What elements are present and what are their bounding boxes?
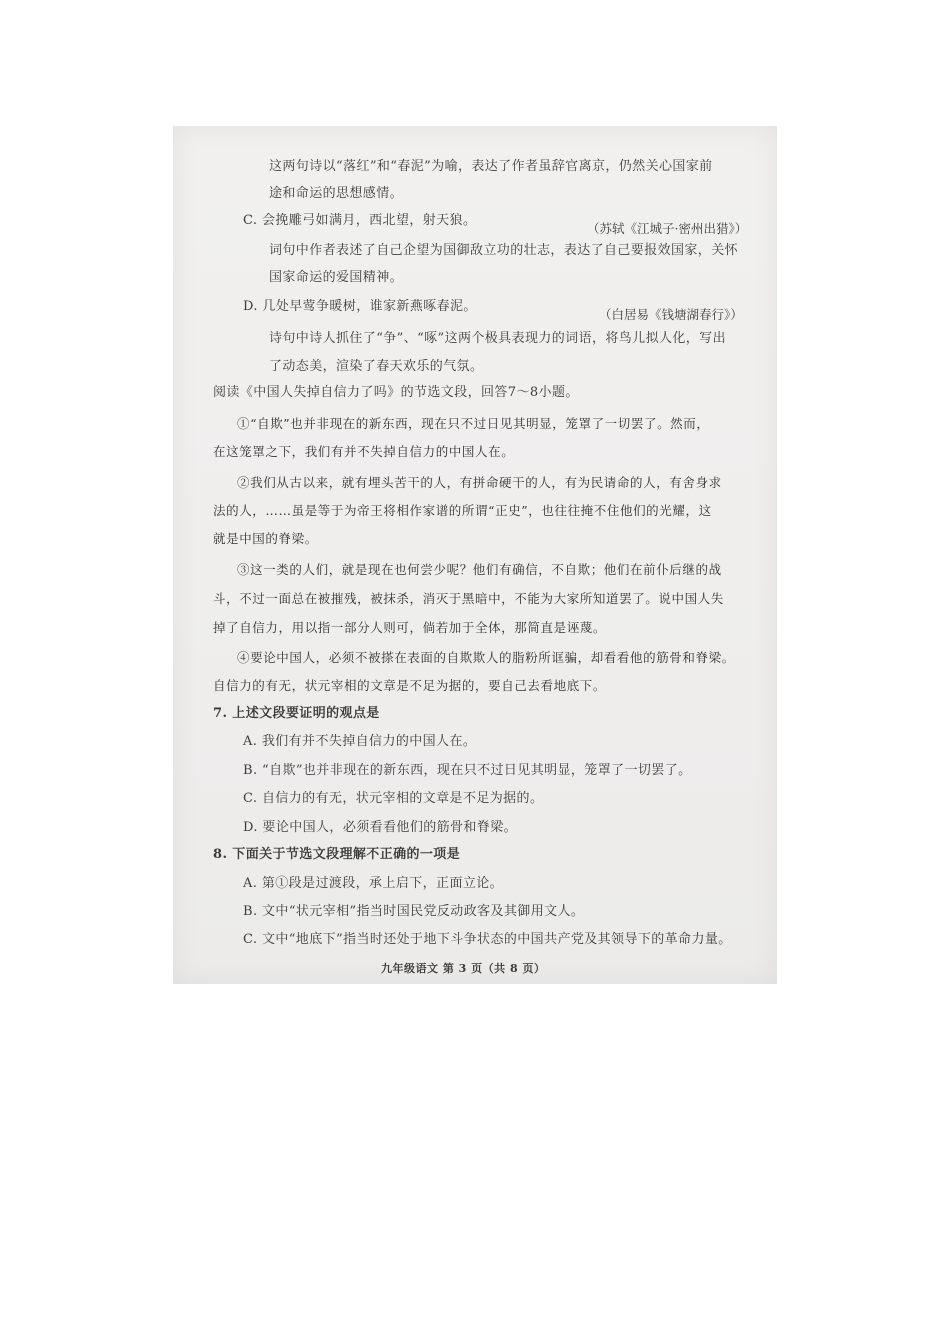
option-c-explanation-line-2: 国家命运的爱国精神。 (269, 270, 404, 285)
option-d-verse: D. 几处早莺争暖树，谁家新燕啄春泥。 (243, 299, 477, 314)
option-c-source: （苏轼《江城子·密州出猎》） (587, 221, 748, 236)
passage-para-3-line-2: 斗，不过一面总在被摧残，被抹杀，消灭于黑暗中，不能为大家所知道罢了。说中国人失 (213, 591, 724, 606)
option-d-explanation-line-2: 了动态美，渲染了春天欢乐的气氛。 (269, 359, 484, 374)
question-8-option-b: B. 文中“状元宰相”指当时国民党反动政客及其御用文人。 (243, 904, 585, 919)
passage-para-1-line-2: 在这笼罩之下，我们有并不失掉自信力的中国人在。 (213, 444, 515, 459)
passage-para-2-line-1: ②我们从古以来，就有埋头苦干的人，有拼命硬干的人，有为民请命的人，有舍身求 (237, 475, 722, 490)
option-b-explanation-line-2: 途和命运的思想感情。 (269, 186, 404, 201)
passage-para-2-line-3: 就是中国的脊梁。 (213, 531, 318, 546)
option-c-explanation-line-1: 词句中作者表述了自己企望为国御敌立功的壮志，表达了自己要报效国家，关怀 (269, 243, 739, 258)
question-7-option-a: A. 我们有并不失掉自信力的中国人在。 (243, 734, 477, 749)
question-8-option-c: C. 文中“地底下”指当时还处于地下斗争状态的中国共产党及其领导下的革命力量。 (243, 932, 732, 947)
question-8: 8. 下面关于节选文段理解不正确的一项是 (213, 847, 461, 862)
question-8-option-a: A. 第①段是过渡段，承上启下，正面立论。 (243, 876, 504, 891)
reading-instruction: 阅读《中国人失掉自信力了吗》的节选文段，回答7～8小题。 (213, 385, 579, 400)
question-7-option-c: C. 自信力的有无，状元宰相的文章是不足为据的。 (243, 791, 544, 806)
page-footer: 九年级语文 第 3 页（共 8 页） (381, 962, 546, 975)
option-d-source: （白居易《钱塘湖春行》） (599, 307, 743, 322)
option-b-explanation-line-1: 这两句诗以“落红”和“春泥”为喻，表达了作者虽辞官离京，仍然关心国家前 (269, 159, 713, 174)
option-d-explanation-line-1: 诗句中诗人抓住了“争”、“啄”这两个极具表现力的词语，将鸟儿拟人化，写出 (269, 331, 726, 346)
question-7: 7. 上述文段要证明的观点是 (213, 706, 380, 721)
option-c-verse: C. 会挽雕弓如满月，西北望，射天狼。 (243, 213, 477, 228)
passage-para-1-line-1: ①“自欺”也并非现在的新东西，现在只不过日见其明显，笼罩了一切罢了。然而， (237, 416, 710, 431)
passage-para-2-line-2: 法的人，……虽是等于为帝王将相作家谱的所谓“正史”，也往往掩不住他们的光耀，这 (213, 503, 712, 518)
passage-para-4-line-1: ④要论中国人，必须不被搽在表面的自欺欺人的脂粉所诓骗，却看看他的筋骨和脊梁。 (237, 650, 735, 665)
question-7-option-d: D. 要论中国人，必须看看他们的筋骨和脊梁。 (243, 820, 518, 835)
passage-para-3-line-1: ③这一类的人们，就是现在也何尝少呢？他们有确信，不自欺；他们在前仆后继的战 (237, 562, 722, 577)
passage-para-4-line-2: 自信力的有无，状元宰相的文章是不足为据的，要自己去看地底下。 (213, 678, 607, 693)
passage-para-3-line-3: 掉了自信力，用以指一部分人则可，倘若加于全体，那简直是诬蔑。 (213, 620, 607, 635)
question-7-option-b: B. “自欺”也并非现在的新东西，现在只不过日见其明显，笼罩了一切罢了。 (243, 763, 692, 778)
scanned-exam-page (173, 126, 777, 984)
